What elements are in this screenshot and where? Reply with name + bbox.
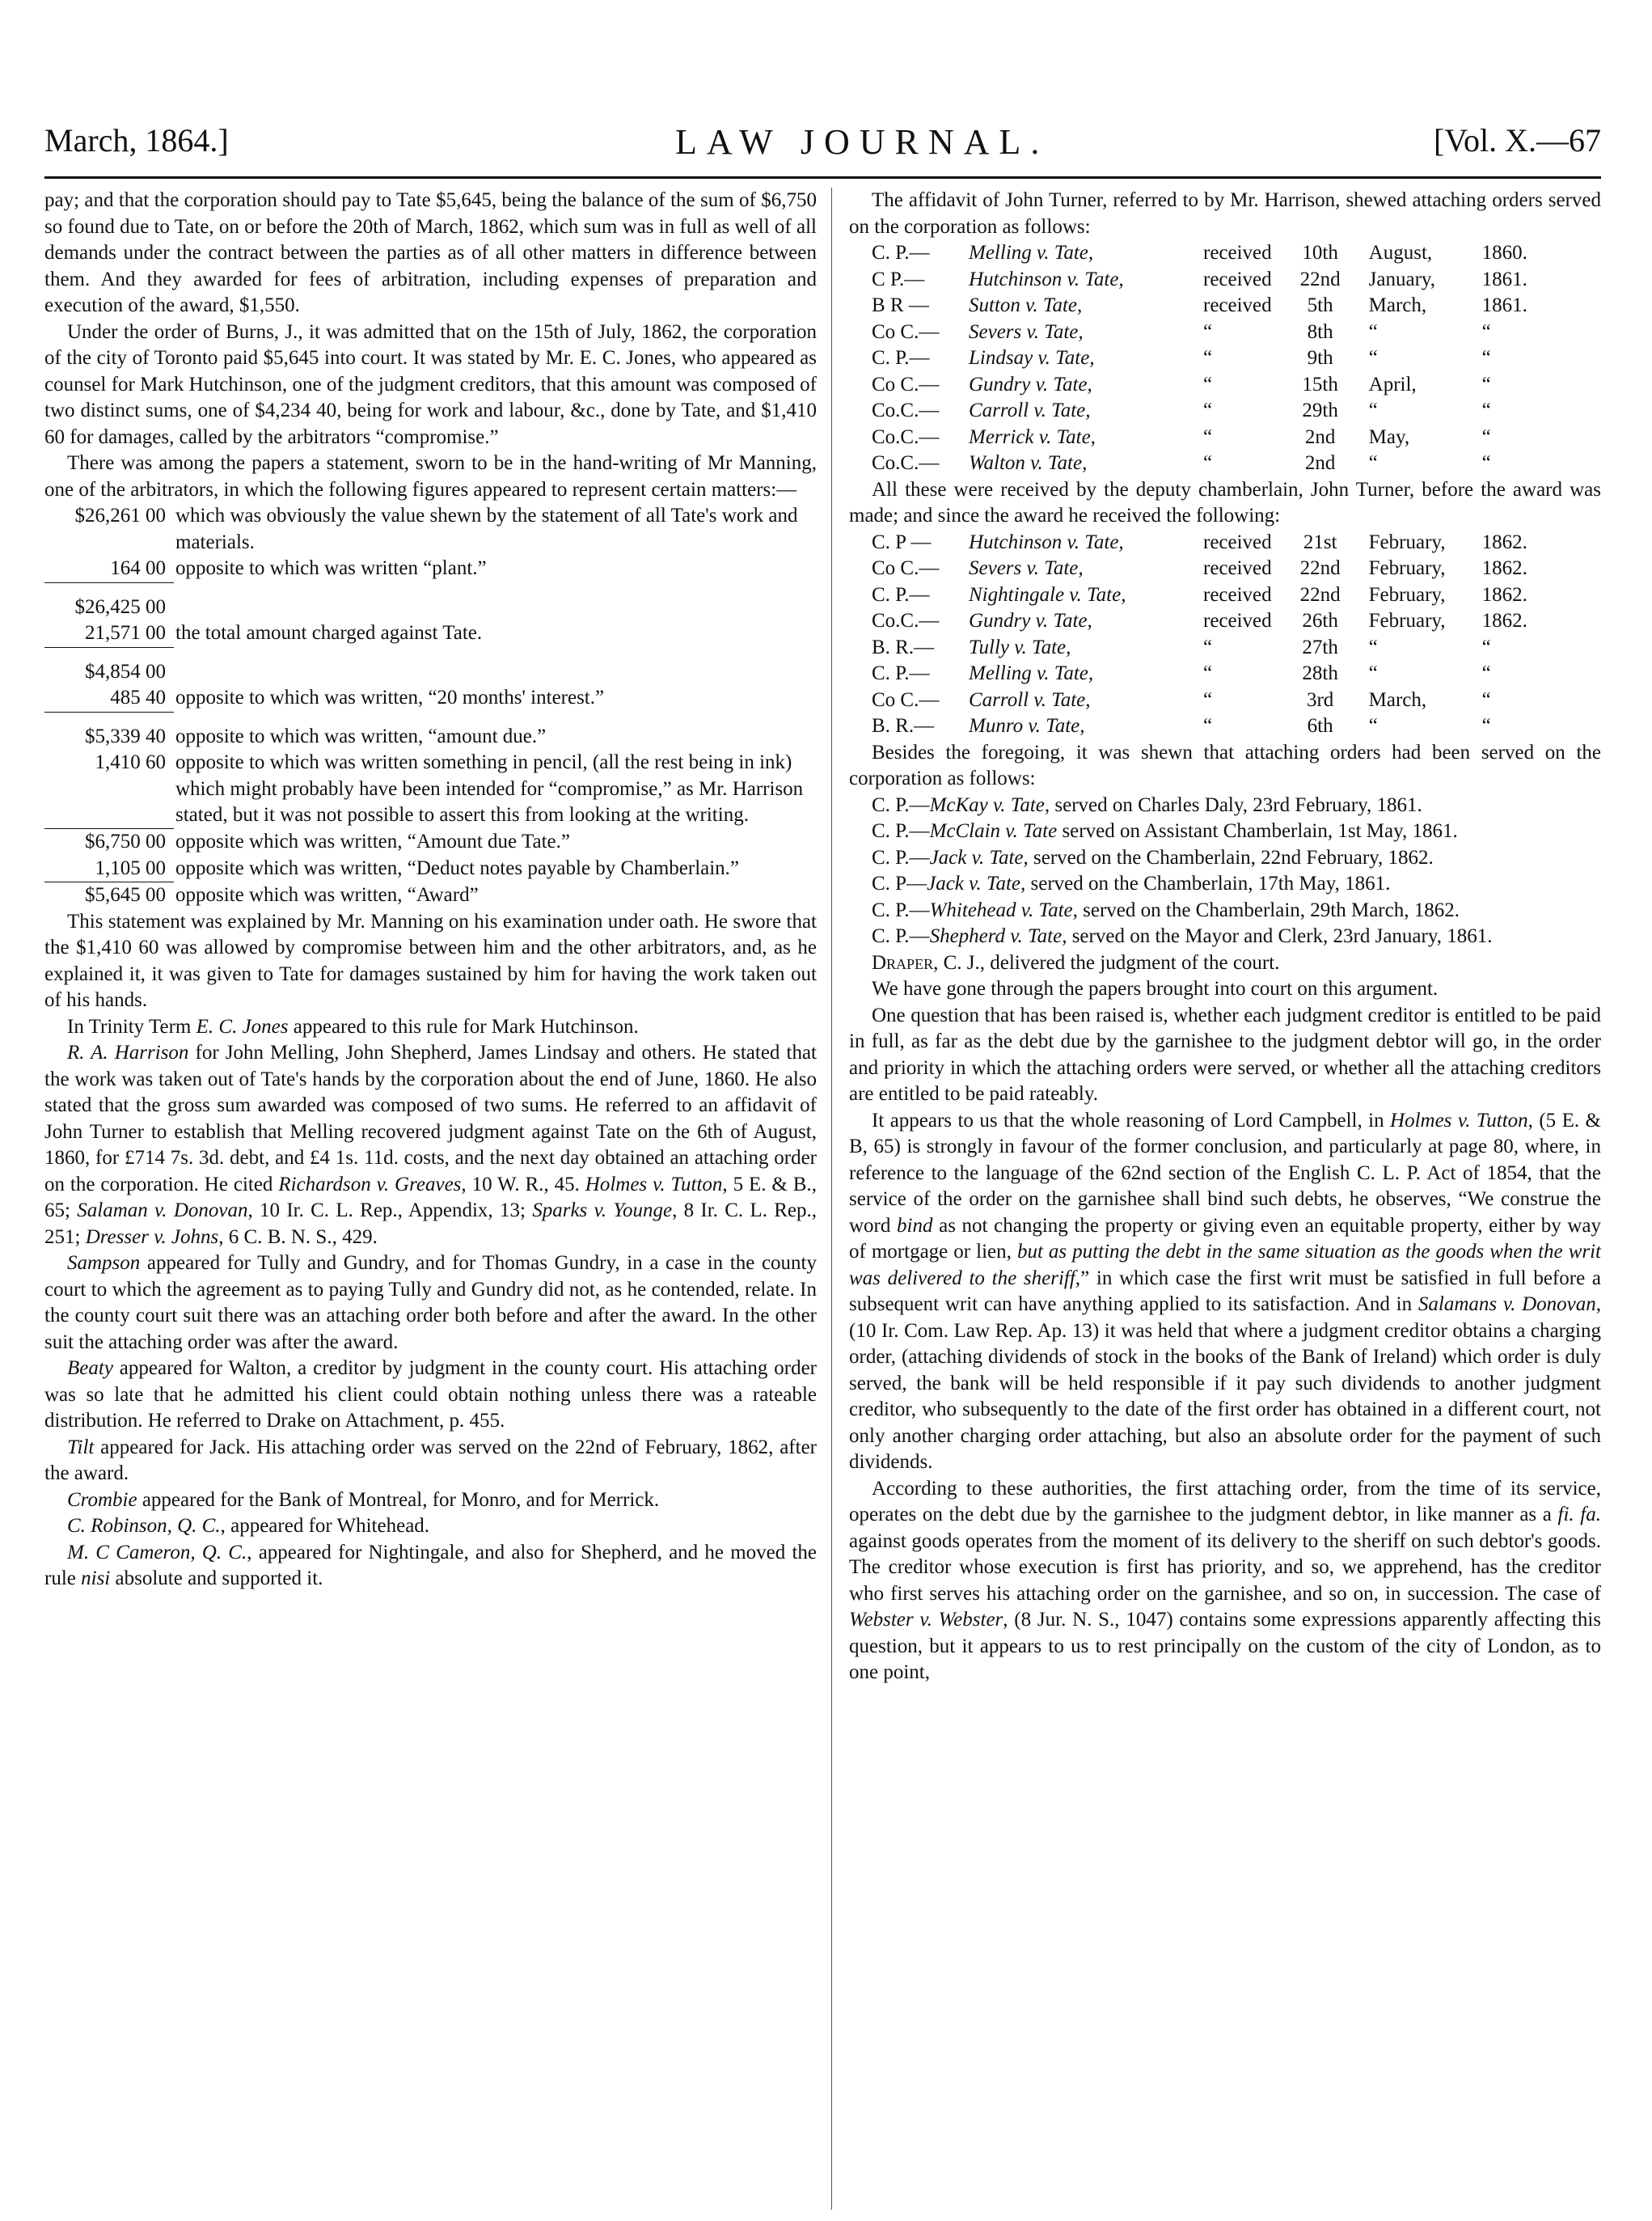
paragraph: There was among the papers a statement, sworn to be in the hand-writing of Mr Manning, one of the arbitrators, in which the following figures appeared to represent certain matters:—	[44, 452, 817, 501]
account-row: 1,410 60 opposite to which was written something in pencil, (all the rest being in ink) which might probably have been intended for “compromise,” as Mr. Harrison stated, but it was not possible to assert this from looking at the writing.	[44, 750, 817, 829]
account-row: $4,854 00	[85, 660, 166, 683]
paragraph: Sampson appeared for Tully and Gundry, and for Thomas Gundry, in a case in the county court to which the agreement as to paying Tully and Gundry did not, as he contended, relate. In the county court suit there was an attaching order both before and after the award. In the other suit the attaching order was after the award.	[44, 1252, 817, 1353]
order-row: B. R.— Munro v. Tate, “ 6th “ “	[872, 715, 1491, 737]
paragraph: According to these authorities, the first attaching order, from the time of its service, operates on the debt due by the garnishee to the judgment debtor, in like manner as a fi. fa. against goods operates from the moment of its delivery to the sheriff on such debtor's goods. The creditor whose execution is first has priority, and so, we apprehend, has the creditor who first serves his attaching order on the garnishee, and so on, in succession. The case of Webster v. Webster, (8 Jur. N. S., 1047) contains some expressions apparently affecting this question, but it appears to us to rest principally on the custom of the city of London, as to one point,	[849, 1477, 1602, 1683]
served-order-item: C. P.—McClain v. Tate served on Assistant Chamberlain, 1st May, 1861.	[872, 820, 1458, 842]
left-column	[44, 188, 817, 1593]
order-row: Co.C.— Gundry v. Tate, received 26th February, 1862.	[872, 610, 1527, 632]
issue-date: March, 1864.]	[44, 122, 229, 159]
paragraph: Besides the foregoing, it was shewn that attaching orders had been served on the corporation as follows:	[849, 741, 1601, 789]
account-row: $5,645 00 opposite which was written, “Award”	[85, 883, 479, 906]
account-row: 1,105 00 opposite which was written, “Deduct notes payable by Chamberlain.”	[44, 856, 817, 882]
account-row: $26,425 00	[74, 595, 166, 618]
order-row: C P.— Hutchinson v. Tate, received 22nd January, 1861.	[872, 268, 1527, 290]
journal-title: LAW JOURNAL.	[675, 122, 1050, 162]
paragraph: Under the order of Burns, J., it was admitted that on the 15th of July, 1862, the corporation of the city of Toronto paid $5,645 into court. It was stated by Mr. E. C. Jones, who appeared as counsel for Mark Hutchinson, one of the judgment creditors, that this amount was composed of two distinct sums, one of $4,234 40, being for work and labour, &c., done by Tate, and $1,410 60 for damages, called by the arbitrators “compromise.”	[44, 320, 817, 448]
order-row: C. P.— Nightingale v. Tate, received 22nd February, 1862.	[872, 583, 1527, 606]
attaching-orders-after-award	[849, 530, 1536, 740]
order-row: Co.C.— Merrick v. Tate, “ 2nd May, “	[872, 425, 1491, 448]
order-row: Co C.— Gundry v. Tate, “ 15th April, “	[872, 373, 1491, 396]
paragraph: C. Robinson, Q. C., appeared for Whitehead.	[67, 1515, 430, 1537]
paragraph: R. A. Harrison for John Melling, John Shepherd, James Lindsay and others. He stated that the work was taken out of Tate's hands by the corporation about the end of June, 1860. He also stated that the gross sum awarded was composed of two sums. He referred to an affidavit of John Turner to establish that Melling recovered judgment against Tate on the 6th of August, 1860, for £714 7s. 3d. debt, and £4 1s. 11d. costs, and the next day obtained an attaching order on the corporation. He cited Richardson v. Greaves, 10 W. R., 45. Holmes v. Tutton, 5 E. & B., 65; Salaman v. Donovan, 10 Ir. C. L. Rep., Appendix, 13; Sparks v. Younge, 8 Ir. C. L. Rep., 251; Dresser v. Johns, 6 C. B. N. S., 429.	[44, 1042, 818, 1248]
order-row: Co C.— Severs v. Tate, “ 8th “ “	[872, 320, 1491, 343]
order-row: C. P — Hutchinson v. Tate, received 21st February, 1862.	[872, 531, 1527, 553]
volume-page: [Vol. X.—67	[1433, 122, 1601, 159]
order-row: B. R.— Tully v. Tate, “ 27th “ “	[872, 636, 1491, 658]
column-divider	[831, 188, 832, 2210]
attaching-orders-before-award	[849, 240, 1536, 477]
order-row: Co C.— Carroll v. Tate, “ 3rd March, “	[872, 688, 1491, 711]
paragraph: The affidavit of John Turner, referred to by Mr. Harrison, shewed attaching orders served on the corporation as follows:	[849, 189, 1601, 238]
account-row: $5,339 40 opposite to which was written, “amount due.”	[85, 725, 547, 747]
paragraph: This statement was explained by Mr. Manning on his examination under oath. He swore that the $1,410 60 was allowed by compromise between him and the other arbitrators, and, as he explained it, it was given to Tate for damages sustained by him for having the work taken out of his hands.	[44, 910, 817, 1011]
header-rule	[44, 176, 1601, 179]
served-order-item: C. P.—Jack v. Tate, served on the Chamberlain, 22nd February, 1862.	[872, 846, 1434, 869]
account-row: 21,571 00 the total amount charged against Tate.	[44, 620, 817, 647]
paragraph: We have gone through the papers brought into court on this argument.	[872, 978, 1439, 1000]
served-order-item: C. P.—Shepherd v. Tate, served on the Mayor and Clerk, 23rd January, 1861.	[872, 925, 1493, 947]
served-orders-list	[849, 793, 1601, 950]
order-row: C. P.— Lindsay v. Tate, “ 9th “ “	[872, 347, 1491, 369]
right-column	[849, 188, 1601, 1686]
paragraph: Draper, C. J., delivered the judgment of the court.	[872, 951, 1280, 974]
order-row: C. P.— Melling v. Tate, “ 28th “ “	[872, 662, 1491, 684]
served-order-item: C. P—Jack v. Tate, served on the Chamberlain, 17th May, 1861.	[872, 873, 1391, 895]
order-row: Co.C.— Carroll v. Tate, “ 29th “ “	[872, 400, 1491, 421]
paragraph: Tilt appeared for Jack. His attaching order was served on the 22nd of February, 1862, after the award.	[44, 1436, 817, 1484]
paragraph: It appears to us that the whole reasoning of Lord Campbell, in Holmes v. Tutton, (5 E. & B, 65) is strongly in favour of the former conclusion, and particularly at page 80, where, in reference to the language of the 62nd section of the English C. L. P. Act of 1854, that the service of the order on the garnishee shall bind such debts, he observes, “We construe the word bind as not changing the property or giving even an equitable property, either by way of mortgage or lien, but as putting the debt in the same situation as the goods when the writ was delivered to the sheriff,” in which case the first writ must be satisfied in full before a subsequent writ can have anything applied to its satisfaction. And in Salamans v. Donovan, (10 Ir. Com. Law Rep. Ap. 13) it was held that where a judgment creditor obtains a charging order, (attaching dividends of stock in the books of the Bank of Ireland) which order is duly served, the bank will be held responsible if it pay such dividends to another judgment creditor, who subsequently to the date of the first order has obtained in a different court, not only another charging order attaching, but also an absolute order for the payment of such dividends.	[849, 1109, 1601, 1473]
paragraph: In Trinity Term E. C. Jones appeared to this rule for Mark Hutchinson.	[67, 1015, 639, 1038]
account-row: $26,261 00 which was obviously the value shewn by the statement of all Tate's work and materials.	[74, 505, 798, 553]
paragraph: Beaty appeared for Walton, a creditor by judgment in the county court. His attaching order was so late that he admitted his client could obtain nothing unless there was a rateable distribution. He referred to Drake on Attachment, p. 455.	[44, 1357, 817, 1432]
paragraph: One question that has been raised is, whether each judgment creditor is entitled to be paid in full, as far as the debt due by the garnishee to the judgment debtor will go, in the order and priority in which the attaching orders were served, or whether all the attaching creditors are entitled to be paid rateably.	[849, 1004, 1601, 1105]
page-header	[44, 121, 1601, 173]
paragraph: Crombie appeared for the Bank of Montreal, for Monro, and for Merrick.	[67, 1488, 660, 1511]
order-row: Co.C.— Walton v. Tate, “ 2nd “ “	[872, 452, 1491, 474]
account-row: 485 40 opposite to which was written, “20 months' interest.”	[44, 685, 817, 712]
account-row: 164 00 opposite to which was written “plant.”	[44, 556, 817, 582]
order-row: Co C.— Severs v. Tate, received 22nd February, 1862.	[872, 557, 1527, 579]
paragraph: pay; and that the corporation should pay to Tate $5,645, being the balance of the sum of $6,750 so found due to Tate, on or before the 20th of March, 1862, which sum was in full as well of all demands under the contract between the parties as of all other matters in difference between them. And they awarded for fees of arbitration, including expenses of preparation and execution of the award, $1,550.	[44, 189, 817, 316]
paragraph: M. C Cameron, Q. C., appeared for Nightingale, and also for Shepherd, and he moved the rule nisi absolute and supported it.	[44, 1541, 817, 1589]
served-order-item: C. P.—McKay v. Tate, served on Charles Daly, 23rd February, 1861.	[872, 793, 1422, 816]
account-row: $6,750 00 opposite which was written, “Amount due Tate.”	[85, 830, 570, 852]
order-row: B R — Sutton v. Tate, received 5th March, 1861.	[872, 294, 1527, 316]
order-row: C. P.— Melling v. Tate, received 10th August, 1860.	[872, 242, 1527, 264]
served-order-item: C. P.—Whitehead v. Tate, served on the Chamberlain, 29th March, 1862.	[872, 899, 1460, 921]
account-statement	[44, 503, 817, 909]
paragraph: All these were received by the deputy chamberlain, John Turner, before the award was made; and since the award he received the following:	[849, 478, 1601, 527]
